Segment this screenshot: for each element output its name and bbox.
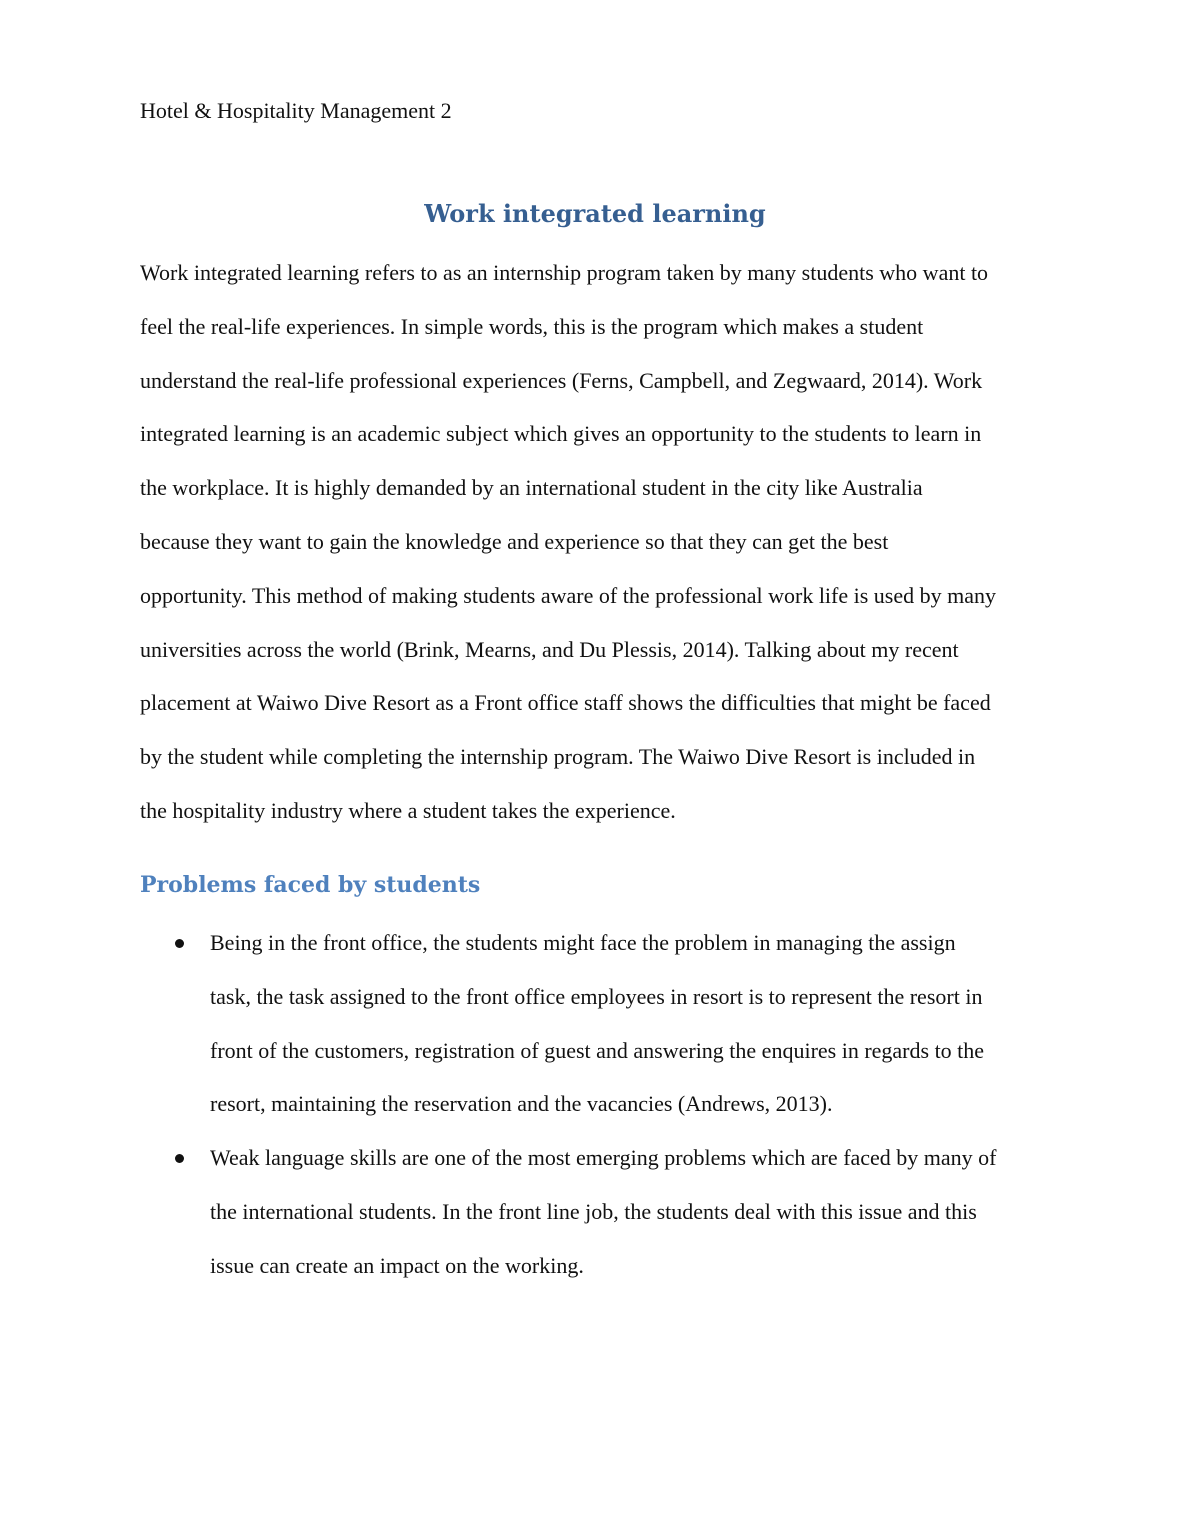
bullet-icon [175, 1154, 184, 1163]
bullet-line: the international students. In the front line job, the students deal with this issue and this [210, 1198, 977, 1224]
bullet-item-front-office [140, 916, 1055, 1131]
paragraph-line: by the student while completing the internship program. The Waiwo Dive Resort is included in [140, 744, 976, 770]
bullet-item-language-skills [140, 1131, 1055, 1292]
bullet-line: front of the customers, registration of guest and answering the enquires in regards to the [210, 1037, 985, 1063]
problems-bullet-list [140, 916, 1055, 1293]
bullet-icon [175, 939, 184, 948]
running-header: Hotel & Hospitality Management 2 [140, 98, 452, 123]
bullet-line: resort, maintaining the reservation and the vacancies (Andrews, 2013). [210, 1091, 833, 1117]
bullet-line: Being in the front office, the students might face the problem in managing the assign [210, 930, 956, 955]
bullet-line: Weak language skills are one of the most emerging problems which are faced by many of [210, 1145, 997, 1171]
bullet-line: issue can create an impact on the working. [210, 1252, 584, 1278]
paragraph-line: opportunity. This method of making students aware of the professional work life is used by many [140, 582, 997, 608]
section-heading: Problems faced by students [140, 872, 481, 898]
paragraph-line: universities across the world (Brink, Mearns, and Du Plessis, 2014). Talking about my recent [140, 636, 959, 662]
paragraph-line: the workplace. It is highly demanded by an international student in the city like Australia [140, 475, 923, 501]
bullet-line: task, the task assigned to the front office employees in resort is to represent the resort in [210, 983, 983, 1009]
paragraph-line: feel the real-life experiences. In simple words, this is the program which makes a student [140, 313, 924, 339]
paragraph-line: the hospitality industry where a student takes the experience. [140, 797, 676, 823]
paragraph-line: understand the real-life professional experiences (Ferns, Campbell, and Zegwaard, 2014). Work [140, 367, 983, 393]
paragraph-line: integrated learning is an academic subject which gives an opportunity to the students to learn in [140, 421, 982, 447]
paragraph-line: Work integrated learning refers to as an internship program taken by many students who want to [140, 260, 989, 285]
intro-paragraph [140, 246, 1055, 838]
document-title: Work integrated learning [424, 199, 766, 228]
paragraph-line: because they want to gain the knowledge and experience so that they can get the best [140, 528, 889, 554]
paragraph-line: placement at Waiwo Dive Resort as a Front office staff shows the difficulties that might be faced [140, 690, 991, 716]
